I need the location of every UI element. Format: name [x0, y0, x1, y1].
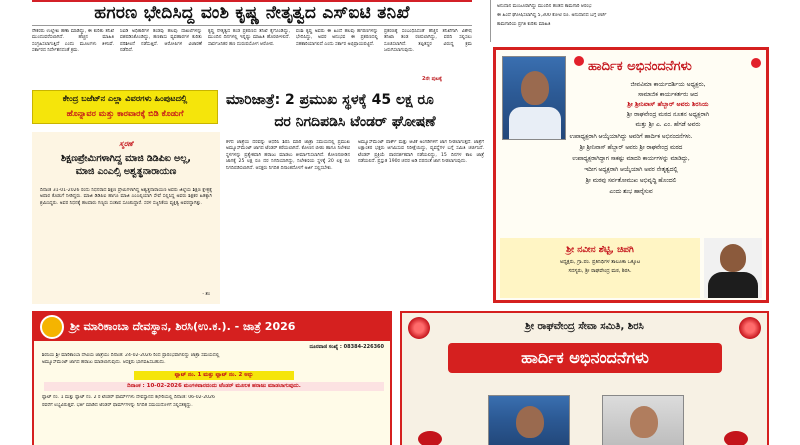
market-headline-2: ದರ ನಿಗದಿಪಡಿಸಿ ಟೆಂಡರ್ ಘೋಷಣೆ [274, 114, 436, 130]
continued-label: 2ನೇ ಪುಟಕ್ಕೆ [422, 76, 442, 82]
sender-face [720, 244, 746, 272]
temple-ad [32, 311, 392, 445]
felicitation-line: ಮತ್ತು ಶ್ರೀ ಎ. ಎಂ. ಹೆಗಡೆ ಅವರು [635, 121, 701, 128]
temple-notice-1: ಶಿರಸಿಯ ಶ್ರೀ ಮಾರಿಕಾಂಬಾ ದೇವಿಯ ಜಾತ್ರೆಯು ದಿನಾಂಕ: 24-02-2026 ರಿಂದ ಪ್ರಾರಂಭವಾಗಲಿದ್ದು ಜಾತ್ರಾ ಸಮಯದಲ್ಲಿ [42, 353, 220, 358]
top-story-col-2: ಸಿಐಡಿ ಅಧಿಕಾರಿಗಳ ತಂಡವು ಹಲವು ದಾಖಲೆಗಳನ್ನು ವಶಪಡಿಸಿಕೊಂಡಿದ್ದು, ಹಣಕಾಸು ವ್ಯವಹಾರಗಳ ಕುರಿತು ಪರಿಶೀಲನೆ ನಡೆಸುತ್ತಿದೆ. ಆರೋಪಿಗಳ ವಿಚಾರಣೆ ನಡೆದಿದೆ. [120, 29, 202, 54]
person-face [521, 71, 549, 105]
top-story-col-3: ಕೃಷ್ಣ ನೇತೃತ್ವದ ತಂಡ ಪ್ರಕರಣದ ತನಿಖೆ ಕೈಗೊಂಡಿದ್ದು, ಮುಂದಿನ ದಿನಗಳಲ್ಲಿ ಇನ್ನಷ್ಟು ಮಾಹಿತಿ ಹೊರಬೀಳಲಿದೆ. ಸಾರ್ವಜನಿಕರ ಹಣ ದುರುಪಯೋಗ ಆರೋಪ. [208, 29, 290, 47]
samiti-photo-2 [602, 395, 684, 445]
felicitation-line: ಉಪಾಧ್ಯಕ್ಷರಾಗಿದ್ದಾಗ ಸಾಕಷ್ಟು ಮಾದರಿ ಕಾರ್ಯಗಳನ್ನು ಮಾಡಿದ್ದು, [572, 156, 690, 162]
market-col-1: ಕಳೆದ ಜಾತ್ರೆಯ ದರವನ್ನು ಆಧರಿಸಿ ಶಿರಸಿ ಮಾರಿ ಜಾತ್ರಾ ಸಮಯದಲ್ಲಿ ಪ್ರಮುಖ ಅಮ್ಯೂಸ್‌ಮೆಂಟ್ ಜಾಗದ ಟೆಂಡರ್ ಕರೆಯಲಾಗಿದೆ. ಕೋಣನ ಬೀಡು ಹಾಗೂ ನಿಲೇಕಣಿ ಸ್ಥಳಗಳನ್ನು ಪ್ರತ್ಯೇಕವಾಗಿ ಹರಾಜು ಮಾಡಲು ತೀರ್ಮಾನಿಸಲಾಗಿದೆ. ಕೋಣನಬೀಡಿನ ಜಾಗಕ್ಕೆ 25 ಲಕ್ಷ ರೂ ದರ ನಿಗದಿಯಾಗಿದ್ದು, ನಿಲೇಕಣಿಯ ಸ್ಥಳಕ್ಕೆ 20 ಲಕ್ಷ ರೂ ನಿಗದಿಪಡಿಸಲಾಗಿದೆ. ಆಸಕ್ತರು ನಿಗದಿತ ದಿನಾಂಕದೊಳಗೆ ಅರ್ಜಿ ಸಲ್ಲಿಸಬೇಕು. [226, 140, 350, 171]
top-story-headline: ಹಗರಣ ಭೇದಿಸಿದ್ದ ವಂಶಿ ಕೃಷ್ಣ ನೇತೃತ್ವದ ಎಸ್‌ಐಟಿ ತನಿಖೆ [94, 3, 410, 23]
temple-plot-heading: ಪ್ಲಾಟ್ ನಂ. 1 ಮತ್ತು ಪ್ಲಾಟ್ ನಂ. 2 ಅನ್ನು [134, 371, 294, 380]
snippet-line-3: ಕಾಮಗಾರಿಯ ಪ್ರಗತಿ ಕುರಿತು ಮಾಹಿತಿ [497, 22, 551, 27]
budget-line-1: ಕೇಂದ್ರ ಬಜೆಟ್‌ನ ಎಲ್ಲಾ ವಿವರಗಳು ಹಿಂಪುಟದಲ್ಲಿ [62, 93, 188, 103]
temple-item-2: ರವರೆಗೆ ಲಭ್ಯವಿರುತ್ತವೆ. ಭರ್ತಿ ಮಾಡಿದ ಟೆಂಡರ್ ಫಾರ್ಮ್‌ಗಳನ್ನು ನಿಗದಿತ ಸಮಯದೊಳಗೆ ಸಲ್ಲಿಸತಕ್ಕದ್ದು. [42, 403, 193, 408]
top-story-col-4: ವಂಶಿ ಕೃಷ್ಣ ಅವರು ಈ ಹಿಂದೆ ಹಲವು ಹಗರಣಗಳನ್ನು ಭೇದಿಸಿದ್ದು, ಅವರ ಅನುಭವ ಈ ಪ್ರಕರಣದಲ್ಲಿ ಸಹಕಾರಿಯಾಗಲಿದೆ ಎಂದು ಸರ್ಕಾರ ಅಭಿಪ್ರಾಯಪಟ್ಟಿದೆ. [296, 29, 378, 47]
temple-date-line: ದಿನಾಂಕ : 10-02-2026 ಮಂಗಳವಾರದಂದು ಟೆಂಡರ್ ಮೂಲಕ ಹರಾಜು ಮಾಡಲಾಗುವುದು. [44, 382, 384, 391]
snippet-line-2: ಈ ಹಿಂದೆ ಘೋಷಿಸಲಾಗಿದ್ದ 5,300 ಕೋಟಿ ರೂ. ಅನುದಾನದ ಬಗ್ಗೆ ಚರ್ಚೆ [497, 13, 607, 18]
felicitation-ad [493, 47, 769, 303]
temple-notice-2: ಅಮ್ಯೂಸ್‌ಮೆಂಟ್ ಜಾಗದ ಹರಾಜು ಮಾಡಲಾಗುವುದು. ಆಸಕ್ತರು ಭಾಗವಹಿಸಬಹುದು. [42, 360, 166, 365]
obituary [32, 132, 220, 304]
obituary-body: ದಿನಾಂಕ 31-01-2026 ರಂದು ನಿಧನರಾದ ಶಿಕ್ಷಣ ಪ್ರೇಮಿಗಳಾಗಿದ್ದ ಅಶ್ವತ್ಥನಾರಾಯಣ ಅವರು ಜಿಲ್ಲೆಯ ಶಿಕ್ಷಣ ಕ್ಷೇತ್ರಕ್ಕೆ ಅಪಾರ ಕೊಡುಗೆ ನೀಡಿದ್ದರು. ಮಾಜಿ ಡಿಡಿಪಿಐ ಹಾಗೂ ಮಾಜಿ ಎಂಎಲ್ಸಿಯಾಗಿ ಸೇವೆ ಸಲ್ಲಿಸಿದ್ದ ಅವರು ಶಿಕ್ಷಕರ ಹಿತಕ್ಕಾಗಿ ಶ್ರಮಿಸಿದ್ದರು. ಅವರ ನಿಧನಕ್ಕೆ ಹಲವಾರು ಗಣ್ಯರು ಸಂತಾಪ ಸೂಚಿಸಿದ್ದಾರೆ. ಸರಳ ಸಜ್ಜನಿಕೆಯ ವ್ಯಕ್ತಿತ್ವ ಅವರದ್ದಾಗಿತ್ತು. [40, 188, 212, 206]
top-story-col-5: ಪ್ರಕರಣಕ್ಕೆ ಸಂಬಂಧಿಸಿದಂತೆ ಹೆಚ್ಚಿನ ತನಿಖೆಗಾಗಿ ವಿಶೇಷ ತನಿಖಾ ತಂಡ ರಚಿಸಲಾಗಿದ್ದು, ವರದಿ ಸಲ್ಲಿಸಲು ಸೂಚಿಸಲಾಗಿದೆ. ತಪ್ಪಿತಸ್ಥರ ವಿರುದ್ಧ ಕ್ರಮ ಜರುಗಿಸಲಾಗುವುದು. [384, 29, 472, 54]
obituary-signature: - ಶಂ [202, 291, 210, 297]
sender-block [500, 238, 700, 298]
samiti-org: ಶ್ರೀ ರಾಘವೇಂದ್ರ ಸೇವಾ ಸಮಿತಿ, ಶಿರಸಿ [525, 321, 644, 332]
felicitation-line: ಸಾಮಾಜಿಕ ಕಾರ್ಯಕರ್ತರು ಆದ [638, 91, 698, 98]
flower-decoration [724, 431, 748, 445]
samiti-ad [400, 311, 769, 445]
person-photo [502, 56, 566, 140]
top-right-snippet [490, 0, 770, 42]
top-story [32, 0, 472, 84]
felicitation-title: ಹಾರ್ದಿಕ ಅಭಿನಂದನೆಗಳು [588, 59, 692, 74]
obituary-headline-1: ಶಿಕ್ಷಣಪ್ರೇಮಿಗಳಾಗಿದ್ದ ಮಾಜಿ ಡಿಡಿಪಿಐ ಅಲ್ಲ, [61, 153, 191, 164]
felicitation-line: ಉಪಾಧ್ಯಕ್ಷರಾಗಿ ಆಯ್ಕೆಯಾಗಿದ್ದು ಅವರಿಗೆ ಹಾರ್ದಿಕ ಅಭಿನಂದನೆಗಳು. [569, 134, 693, 140]
sender-photo [704, 238, 762, 298]
felicitation-line: ಜೀವವಿಮಾ ಕಾರ್ಯದರ್ಶಿಯ ಅಧ್ಯಕ್ಷರು, [630, 81, 706, 88]
samiti-face-1 [516, 406, 544, 438]
top-story-rule [32, 25, 472, 26]
samiti-face-2 [630, 406, 658, 438]
market-col-2: ಅಮ್ಯೂಸ್‌ಮೆಂಟ್ ಪಾರ್ಕ್ ಮತ್ತು ಆಟಿಕೆ ಅಂಗಡಿಗಳಿಗೆ ಜಾಗ ನೀಡಲಾಗುತ್ತದೆ. ಜಾತ್ರೆಗೆ ಲಕ್ಷಾಂತರ ಭಕ್ತರು ಆಗಮಿಸುವ ನಿರೀಕ್ಷೆಯಿದ್ದು, ವ್ಯವಸ್ಥೆಗಳ ಬಗ್ಗೆ ಸಮಿತಿ ಚರ್ಚಿಸಿದೆ. ಟೆಂಡರ್ ಪ್ರಕ್ರಿಯೆ ಪಾರದರ್ಶಕವಾಗಿ ನಡೆಯಲಿದ್ದು, 15 ದಿನಗಳ ಕಾಲ ಜಾತ್ರೆ ನಡೆಯಲಿದೆ. ಪ್ರಸ್ತುತ 190ರ ಚದರ ಅಡಿ ದರದಂತೆ ಜಾಗ ನೀಡಲಾಗುವುದು. [358, 140, 484, 165]
sender-role-2: ಸದಸ್ಯರು, ಶ್ರೀ ರಾಘವೇಂದ್ರ ಮಠ, ಶಿರಸಿ. [568, 268, 632, 274]
felicitation-line: ಶ್ರೀ ಮಠವು ಸರ್ವತೋಮುಖ ಅಭಿವೃದ್ಧಿ ಹೊಂದಲಿ [585, 178, 677, 184]
sender-shirt [708, 272, 758, 298]
samiti-title-banner [448, 343, 722, 373]
felicitation-line: ಇದೀಗ ಅಧ್ಯಕ್ಷರಾಗಿ ಆಯ್ಕೆಯಾಗಿ ಅವರ ನೇತೃತ್ವದಲ್ಲಿ [584, 167, 678, 173]
market-story [224, 88, 486, 306]
felicitation-body [570, 80, 766, 130]
obituary-headline-2: ಮಾಜಿ ಎಂಎಲ್ಸಿ ಅಶ್ವತ್ಥನಾರಾಯಣ [75, 166, 177, 177]
felicitation-line: ಎಂದು ಶುಭ ಹಾರೈಸುವ [609, 189, 653, 195]
felicitation-line: ಶ್ರೀ ಶ್ರೀನಿವಾಸ್ ಹೆಬ್ಬಾರ್ ಅವರು ಶ್ರೀ ರಾಘವೇಂದ್ರ ಮಠದ [579, 145, 683, 151]
flower-decoration [418, 431, 442, 445]
sender-name: ಶ್ರೀ ನವೀನ ಶೆಟ್ಟಿ, ಚಿಪಗಿ [566, 245, 634, 255]
top-story-col-1: ನೌಕರರು ಉಲ್ಲೇಖ ಹಣಾ ಮಾಡಿದ್ದು, ಈ ಕುರಿತು ತನಿಖೆ ಮುಂದುವರೆಸಲಾಗಿದೆ. ಹೆಚ್ಚಿನ ಮಾಹಿತಿ ಸಂಗ್ರಹಿಸಲಾಗುತ್ತಿದೆ ಎಂದು ಮೂಲಗಳು ತಿಳಿಸಿವೆ. ಸರ್ಕಾರದ ನಿರ್ದೇಶನದಂತೆ ಕ್ರಮ. [32, 29, 114, 54]
felicitation-body-wide [500, 132, 762, 198]
sender-role-1: ಅಧ್ಯಕ್ಷರು, ಗ್ರಾ.ಪಂ. ಪ್ರತಿನಿಧಿಗಳ ತಾಲೂಕಾ ಒಕ್ಕೂಟ [559, 259, 641, 265]
budget-box [32, 90, 218, 124]
obituary-tag: ಸ್ಮರಣೆ [119, 140, 133, 148]
budget-line-2: ಹೊನ್ನಾವರ ಮತ್ತು ಕಾರವಾರಕ್ಕೆ ಬಿಡಿ ಕೊಡುಗೆ [66, 108, 184, 118]
temple-item-1: ಪ್ಲಾಟ್ ನಂ. 1 ಮತ್ತು ಪ್ಲಾಟ್ ನಂ. 2 ರ ಟೆಂಡರ್ ಫಾರ್ಮ್‌ಗಳು ದೇವಸ್ಥಾನದ ಕಛೇರಿಯಲ್ಲಿ ದಿನಾಂಕ: 06-02-2026 [42, 395, 215, 400]
flower-decoration [574, 56, 584, 66]
samiti-photo-1 [488, 395, 570, 445]
flower-decoration [751, 58, 761, 68]
snippet-line-1: ಅನುದಾನ ಮಂಜೂರಾಗಿದ್ದು ಮುಂದಿನ ಹಂತದ ಕಾಮಗಾರಿ ಆರಂಭ [497, 4, 592, 9]
temple-phone: ದೂರವಾಣಿ ಸಂಖ್ಯೆ : 08384-226360 [309, 344, 384, 350]
felicitation-line: ಶ್ರೀ ಶ್ರೀನಿವಾಸ್ ಹೆಬ್ಬಾರ್ ಅವರು ಶಿರಸಿಯ [627, 101, 709, 108]
felicitation-line: ಶ್ರೀ ರಾಘವೇಂದ್ರ ಮಠದ ನೂತನ ಅಧ್ಯಕ್ಷರಾಗಿ [626, 111, 710, 118]
temple-emblem [40, 315, 64, 339]
market-headline-1: ಮಾರಿಜಾತ್ರೆ: 2 ಪ್ರಮುಖ ಸ್ಥಳಕ್ಕೆ 45 ಲಕ್ಷ ರೂ [226, 92, 434, 108]
temple-title: ಶ್ರೀ ಮಾರಿಕಾಂಬಾ ದೇವಸ್ಥಾನ, ಶಿರಸಿ(ಉ.ಕ.). - ಜಾತ್ರೆ 2026 [70, 320, 296, 333]
samiti-title: ಹಾರ್ದಿಕ ಅಭಿನಂದನೆಗಳು [521, 348, 649, 367]
